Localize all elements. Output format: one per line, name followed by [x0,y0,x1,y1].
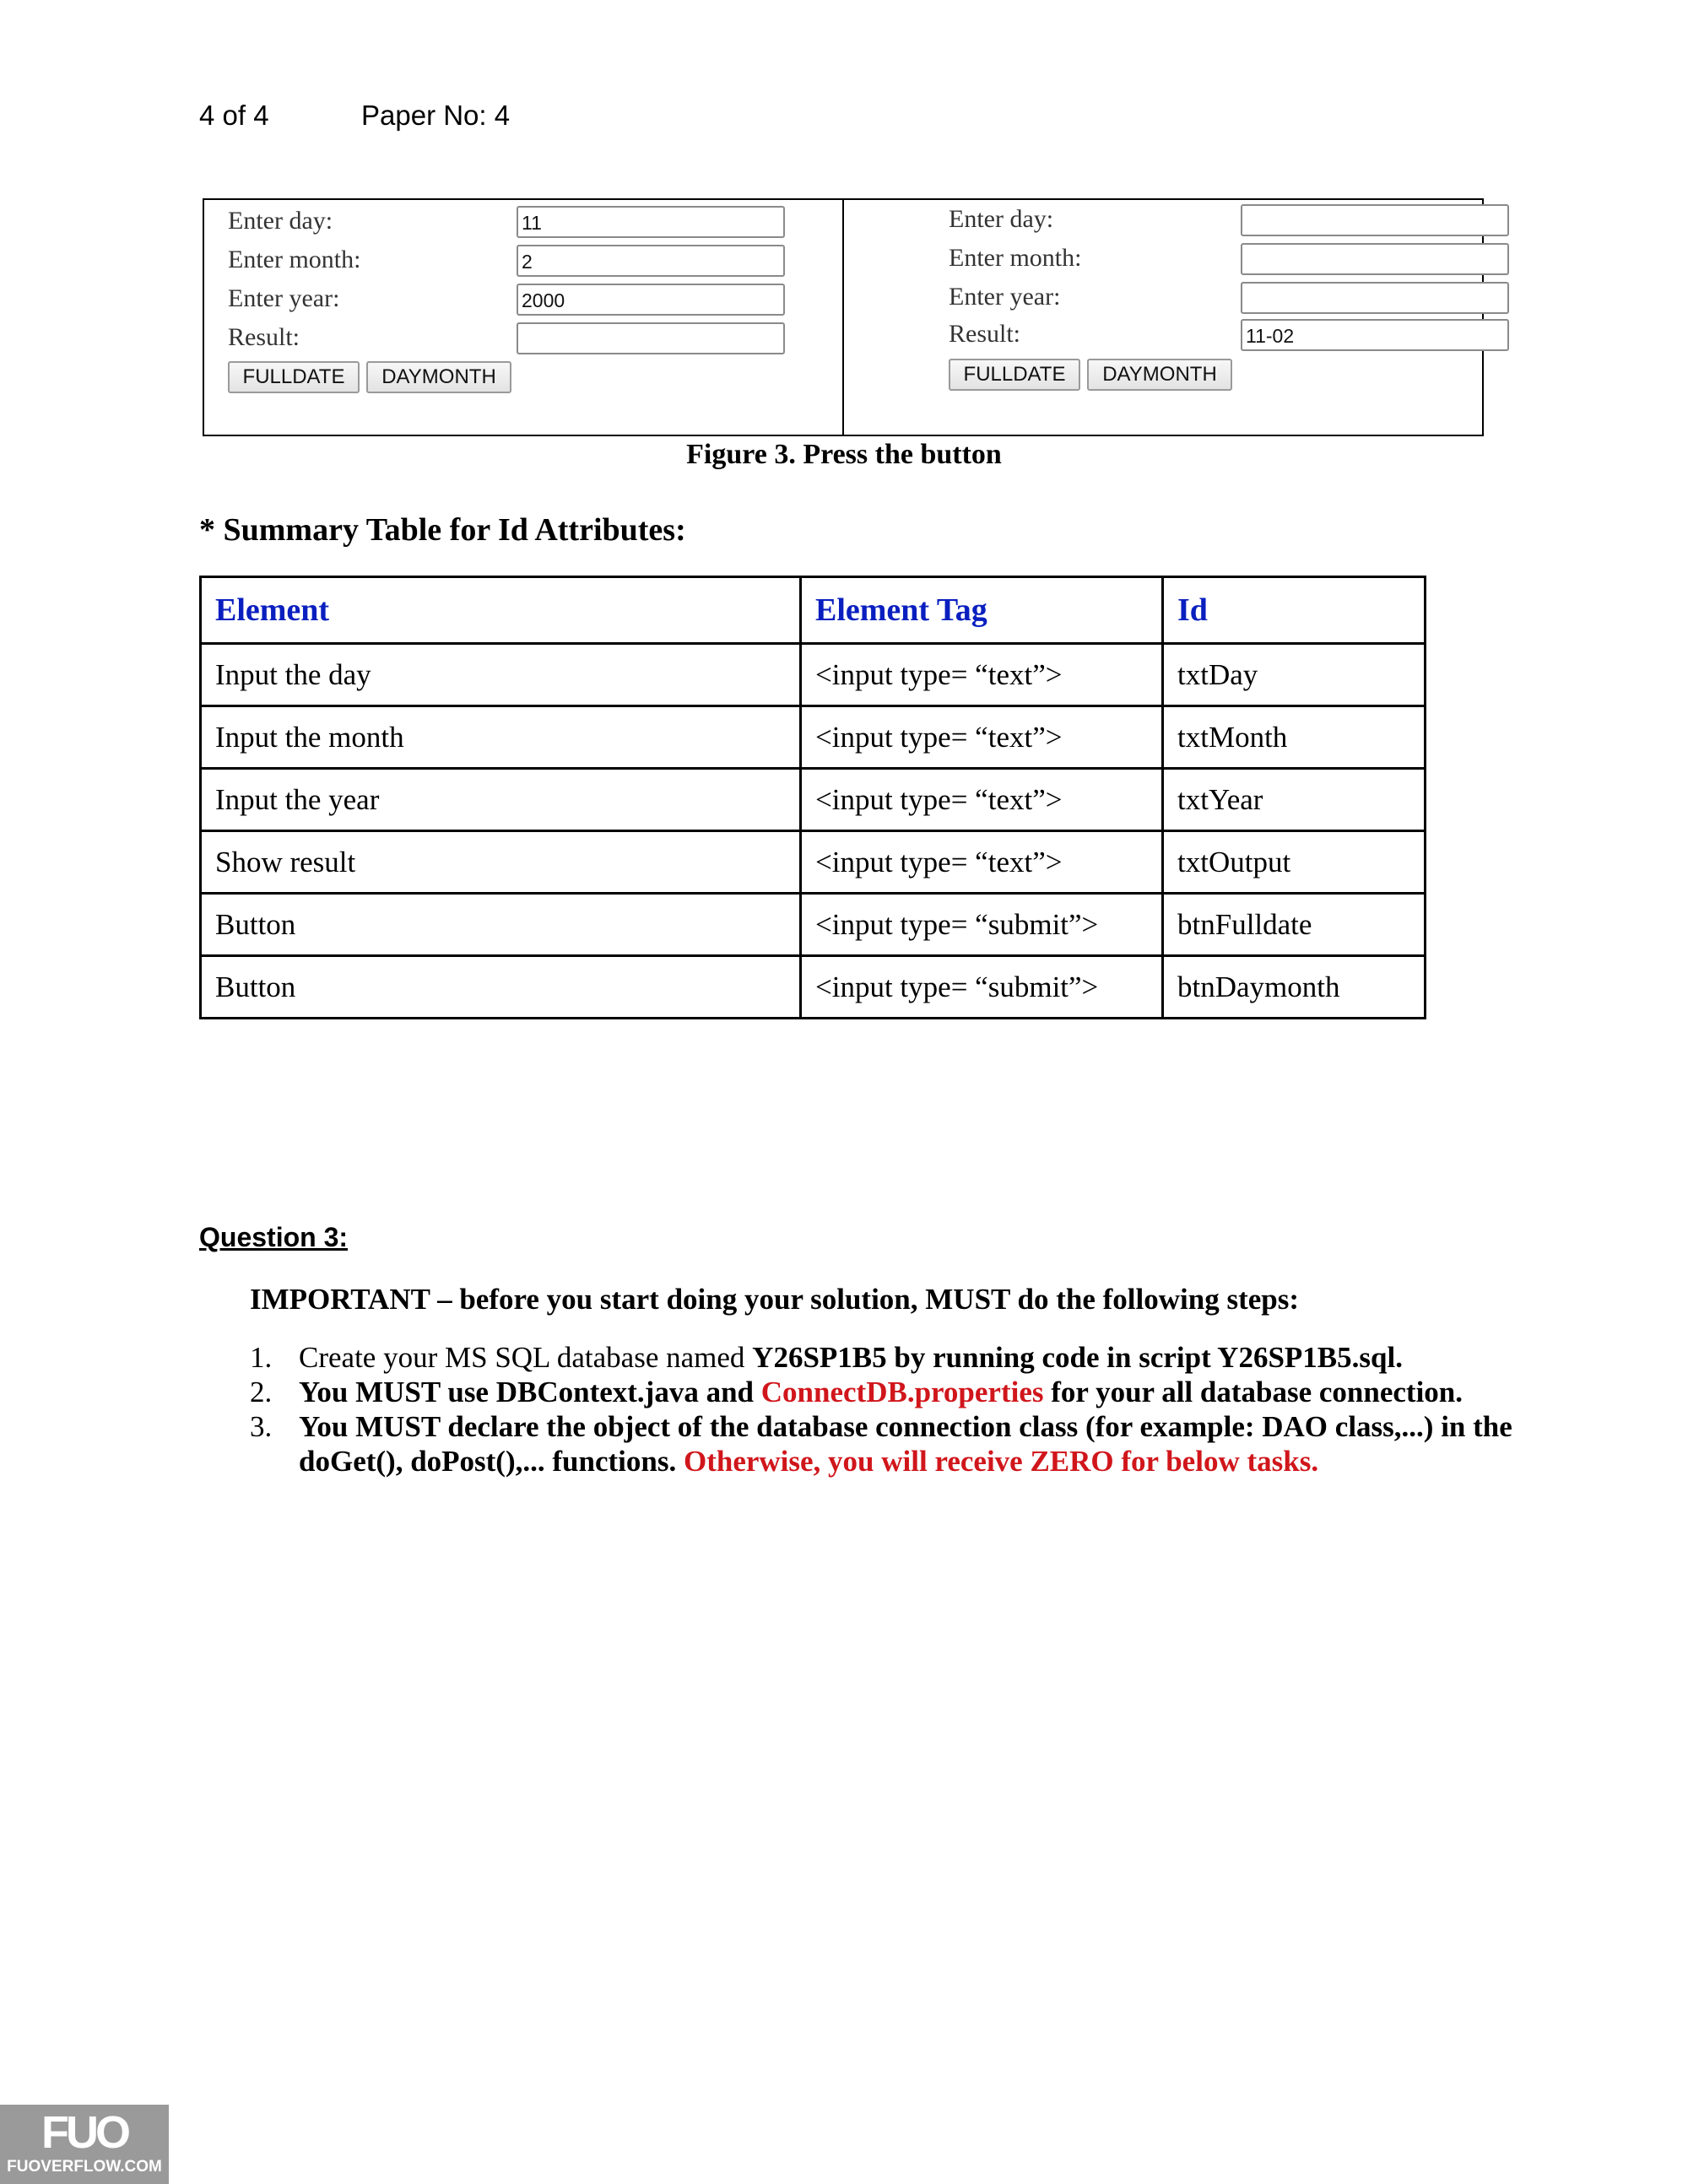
table-cell: btnFulldate [1163,894,1426,956]
day-label: Enter day: [228,207,333,235]
month-label: Enter month: [228,246,361,273]
step-number: 2. [250,1376,273,1408]
id-summary-table [199,576,1426,1019]
year-input[interactable] [1241,282,1509,314]
table-cell: txtOutput [1163,831,1426,894]
table-row [201,831,1426,894]
step-item [250,1409,1516,1479]
result-output[interactable]: 11-02 [1241,319,1509,351]
step-text: You MUST declare the object of the database connection class (for example: DAO class,...) in the doGet(), doPost(),... functions. [299,1410,1512,1478]
result-label: Result: [228,323,300,351]
year-label: Enter year: [949,283,1061,311]
paper-number: Paper No: 4 [361,100,511,131]
step-item [250,1375,1516,1409]
table-cell: Button [201,956,801,1019]
column-header: Id [1163,577,1426,644]
table-row [201,644,1426,706]
step-text-highlight: ConnectDB.properties [760,1376,1044,1408]
month-input[interactable]: 2 [517,245,785,277]
table-row [201,706,1426,769]
watermark-logo [0,2105,169,2184]
daymonth-button[interactable]: DAYMONTH [366,361,511,393]
table-cell: btnDaymonth [1163,956,1426,1019]
step-number: 3. [250,1410,273,1443]
step-text-bold: Y26SP1B5 by running code in script Y26SP1B5.sql. [752,1341,1403,1374]
fulldate-button[interactable]: FULLDATE [228,361,360,393]
table-row [201,769,1426,831]
setup-steps [250,1340,1516,1479]
day-input[interactable] [1241,204,1509,236]
form-panel-after [844,200,1482,435]
column-header: Element Tag [801,577,1163,644]
result-output[interactable] [517,322,785,354]
table-cell: txtDay [1163,644,1426,706]
logo-mark: FUO [41,2107,127,2158]
figure-caption: Figure 3. Press the button [686,439,1002,470]
step-text: Create your MS SQL database named [299,1341,753,1374]
table-cell: <input type= “text”> [801,644,1163,706]
question-title: Question 3: [199,1222,349,1252]
column-header: Element [201,577,801,644]
table-cell: Input the month [201,706,801,769]
table-row [201,956,1426,1019]
year-input[interactable]: 2000 [517,284,785,316]
result-label: Result: [949,320,1021,348]
month-label: Enter month: [949,244,1082,272]
table-cell: Input the day [201,644,801,706]
year-label: Enter year: [228,284,340,312]
fulldate-button[interactable]: FULLDATE [949,359,1080,391]
table-cell: Input the year [201,769,801,831]
table-row [201,894,1426,956]
table-cell: txtYear [1163,769,1426,831]
month-input[interactable] [1241,243,1509,275]
table-header-row [201,577,1426,644]
day-label: Enter day: [949,205,1054,233]
step-text-warning: Otherwise, you will receive ZERO for below tasks. [683,1445,1319,1478]
table-cell: <input type= “submit”> [801,894,1163,956]
page-number: 4 of 4 [199,100,269,131]
step-text: for your all database connection. [1043,1376,1463,1408]
important-note: IMPORTANT – before you start doing your solution, MUST do the following steps: [250,1283,1299,1316]
table-cell: Button [201,894,801,956]
table-cell: <input type= “text”> [801,706,1163,769]
table-cell: txtMonth [1163,706,1426,769]
table-cell: <input type= “text”> [801,831,1163,894]
figure-3 [203,198,1484,436]
step-item [250,1340,1516,1375]
daymonth-button[interactable]: DAYMONTH [1087,359,1232,391]
summary-title: * Summary Table for Id Attributes: [199,512,686,548]
day-input[interactable]: 11 [517,206,785,238]
table-cell: <input type= “text”> [801,769,1163,831]
step-text: You MUST use DBContext.java and [299,1376,761,1408]
step-number: 1. [250,1341,273,1374]
form-panel-before [204,200,844,435]
table-cell: Show result [201,831,801,894]
logo-site: FUOVERFLOW.COM [7,2158,162,2176]
table-cell: <input type= “submit”> [801,956,1163,1019]
